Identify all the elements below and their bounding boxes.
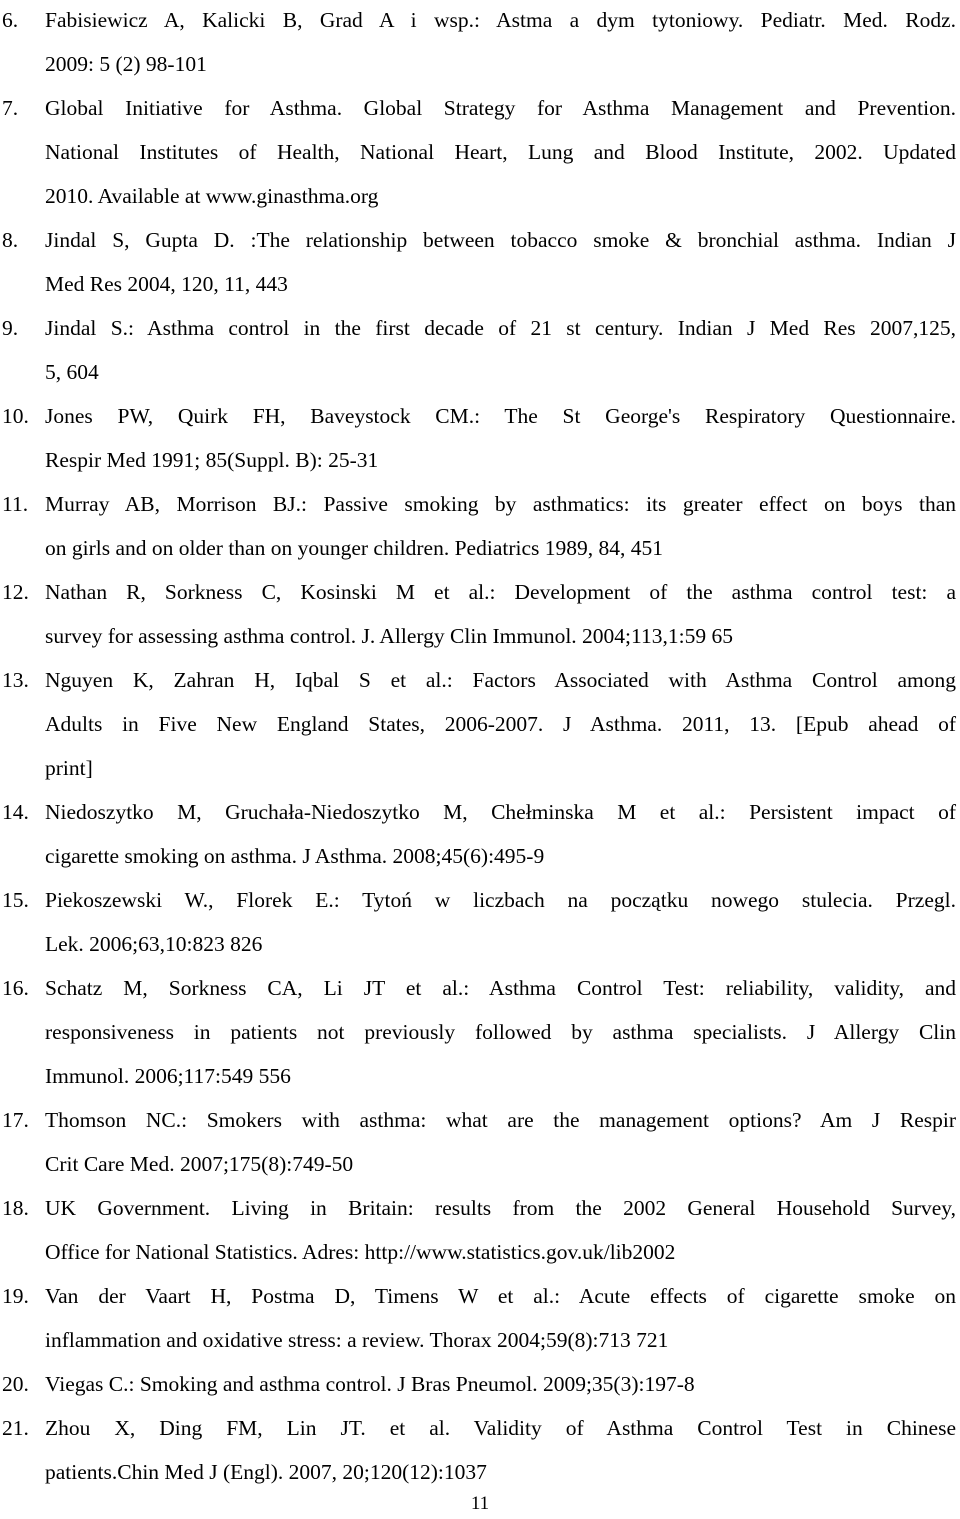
reference-number: 7. — [2, 96, 19, 120]
reference-line — [0, 262, 960, 306]
reference-line — [0, 1406, 960, 1450]
reference-number: 11. — [2, 492, 29, 516]
reference-line — [0, 966, 960, 1010]
reference-line — [0, 1230, 960, 1274]
reference-text: Jones PW, Quirk FH, Baveystock CM.: The St George's Respiratory Questionnaire. — [45, 404, 956, 428]
reference-line — [0, 174, 960, 218]
reference-text: Crit Care Med. 2007;175(8):749-50 — [45, 1152, 354, 1176]
reference-number: 18. — [2, 1196, 29, 1220]
reference-text: Piekoszewski W., Florek E.: Tytoń w liczbach na początku nowego stulecia. Przegl. — [45, 888, 956, 912]
reference-number: 9. — [2, 316, 19, 340]
reference-line — [0, 86, 960, 130]
reference-line — [0, 658, 960, 702]
reference-number: 13. — [2, 668, 29, 692]
reference-line — [0, 218, 960, 262]
reference-text: Thomson NC.: Smokers with asthma: what are the management options? Am J Respir — [45, 1108, 956, 1132]
reference-line — [0, 1318, 960, 1362]
reference-text: Jindal S.: Asthma control in the first decade of 21 st century. Indian J Med Res 2007,125, — [45, 316, 956, 340]
reference-text: Nathan R, Sorkness C, Kosinski M et al.: Development of the asthma control test: a — [45, 580, 956, 604]
reference-text: Viegas C.: Smoking and asthma control. J Bras Pneumol. 2009;35(3):197-8 — [45, 1372, 695, 1396]
reference-text: Niedoszytko M, Gruchała-Niedoszytko M, Chełminska M et al.: Persistent impact of — [45, 800, 956, 824]
reference-line — [0, 526, 960, 570]
reference-line — [0, 42, 960, 86]
reference-number: 15. — [2, 888, 29, 912]
reference-number: 19. — [2, 1284, 29, 1308]
reference-line — [0, 570, 960, 614]
reference-number: 20. — [2, 1372, 29, 1396]
reference-line — [0, 350, 960, 394]
reference-text: UK Government. Living in Britain: results from the 2002 General Household Survey, — [45, 1196, 956, 1220]
reference-text: cigarette smoking on asthma. J Asthma. 2008;45(6):495-9 — [45, 844, 545, 868]
reference-text: print] — [45, 756, 93, 780]
reference-text: 5, 604 — [45, 360, 99, 384]
reference-number: 6. — [2, 8, 19, 32]
reference-text: Fabisiewicz A, Kalicki B, Grad A i wsp.: Astma a dym tytoniowy. Pediatr. Med. Rodz. — [45, 8, 956, 32]
reference-line — [0, 878, 960, 922]
reference-line — [0, 702, 960, 746]
reference-number: 16. — [2, 976, 29, 1000]
reference-text: Lek. 2006;63,10:823 826 — [45, 932, 263, 956]
page-number: 11 — [470, 1493, 490, 1514]
reference-line — [0, 834, 960, 878]
reference-number: 12. — [2, 580, 29, 604]
reference-text: Schatz M, Sorkness CA, Li JT et al.: Asthma Control Test: reliability, validity, and — [45, 976, 956, 1000]
reference-number: 14. — [2, 800, 29, 824]
reference-line — [0, 790, 960, 834]
reference-text: Respir Med 1991; 85(Suppl. B): 25-31 — [45, 448, 379, 472]
reference-text: Global Initiative for Asthma. Global Strategy for Asthma Management and Prevention. — [45, 96, 956, 120]
reference-text: inflammation and oxidative stress: a review. Thorax 2004;59(8):713 721 — [45, 1328, 669, 1352]
reference-line — [0, 306, 960, 350]
reference-line — [0, 1274, 960, 1318]
reference-text: patients.Chin Med J (Engl). 2007, 20;120(12):1037 — [45, 1460, 487, 1484]
reference-number: 17. — [2, 1108, 29, 1132]
reference-text: on girls and on older than on younger children. Pediatrics 1989, 84, 451 — [45, 536, 664, 560]
reference-text: responsiveness in patients not previously followed by asthma specialists. J Allergy Clin — [45, 1020, 956, 1044]
reference-line — [0, 746, 960, 790]
reference-text: Van der Vaart H, Postma D, Timens W et al.: Acute effects of cigarette smoke on — [45, 1284, 956, 1308]
reference-number: 10. — [2, 404, 29, 428]
reference-text: Office for National Statistics. Adres: http://www.statistics.gov.uk/lib2002 — [45, 1240, 676, 1264]
reference-line — [0, 1186, 960, 1230]
reference-text: Immunol. 2006;117:549 556 — [45, 1064, 291, 1088]
reference-text: Nguyen K, Zahran H, Iqbal S et al.: Factors Associated with Asthma Control among — [45, 668, 956, 692]
reference-line — [0, 1142, 960, 1186]
reference-text: survey for assessing asthma control. J. Allergy Clin Immunol. 2004;113,1:59 65 — [45, 624, 733, 648]
reference-text: Zhou X, Ding FM, Lin JT. et al. Validity of Asthma Control Test in Chinese — [45, 1416, 956, 1440]
reference-line — [0, 438, 960, 482]
reference-text: Med Res 2004, 120, 11, 443 — [45, 272, 288, 296]
reference-line — [0, 1098, 960, 1142]
reference-text: Jindal S, Gupta D. :The relationship between tobacco smoke & bronchial asthma. Indian J — [45, 228, 956, 252]
reference-line — [0, 1362, 960, 1406]
reference-text: Murray AB, Morrison BJ.: Passive smoking by asthmatics: its greater effect on boys than — [45, 492, 956, 516]
reference-number: 21. — [2, 1416, 29, 1440]
reference-line — [0, 1450, 960, 1494]
reference-text: 2010. Available at www.ginasthma.org — [45, 184, 379, 208]
reference-text: National Institutes of Health, National Heart, Lung and Blood Institute, 2002. Updated — [45, 140, 956, 164]
reference-line — [0, 922, 960, 966]
reference-line — [0, 1054, 960, 1098]
reference-text: 2009: 5 (2) 98-101 — [45, 52, 207, 76]
reference-line — [0, 1010, 960, 1054]
reference-line — [0, 614, 960, 658]
reference-line — [0, 482, 960, 526]
reference-number: 8. — [2, 228, 19, 252]
reference-line — [0, 394, 960, 438]
reference-line — [0, 0, 960, 42]
reference-line — [0, 130, 960, 174]
reference-text: Adults in Five New England States, 2006-2007. J Asthma. 2011, 13. [Epub ahead of — [45, 712, 956, 736]
